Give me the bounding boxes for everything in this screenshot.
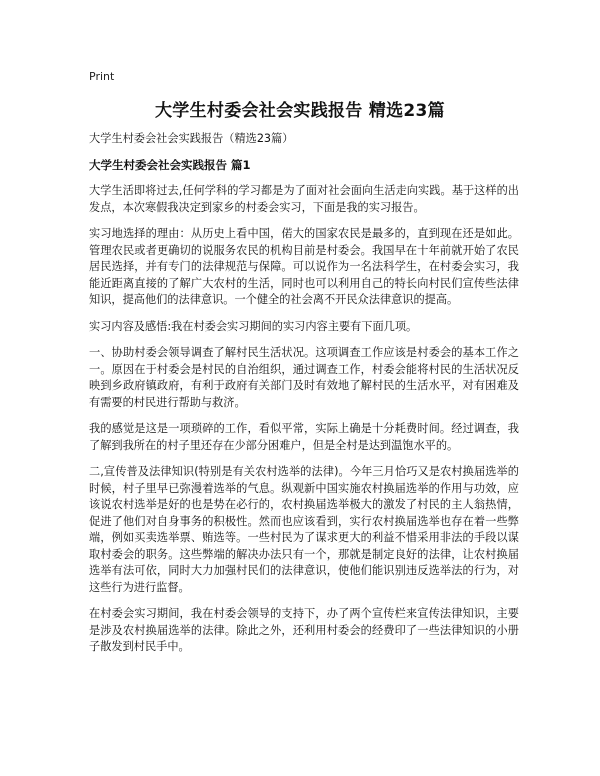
paragraph-item-2: 二,宣传普及法律知识(特别是有关农村选举的法律)。今年三月恰巧又是农村换届选举的时候，村子里早已弥漫着选举的气息。纵观新中国实施农村换届选举的作用与功效，应该说农村选举是好的也是势在必行的，农村换届选举极大的激发了村民的主人翁热情，促进了他们对自身事务的积极性。然而也应该看到，实行农村换届选举也存在着一些弊端，例如买卖选举票、贿选等。一些村民为了谋求更大的利益不惜采用非法的手段以谋取村委会的职务。这些弊端的解决办法只有一个，那就是制定良好的法律，让农村换届选举有法可依，同时大力加强村民们的法律意识，使他们能识别违反选举法的行为，对这些行为进行监督。 — [89, 465, 519, 594]
paragraph-reason: 实习地选择的理由：从历史上看中国，偌大的国家农民是最多的，直到现在还是如此。管理农民或者更确切的说服务农民的机构目前是村委会。我国早在十年前就开始了农民居民选择，并有专门的法律规范与保障。可以说作为一名法科学生，在村委会实习，我能近距离直接的了解广大农村的生活，同时也可以利用自己的特长向村民们宣传些法律知识，提高他们的法律意识。一个健全的社会离不开民众法律意识的提高。 — [89, 227, 519, 306]
paragraph-publicity: 在村委会实习期间，我在村委会领导的支持下，办了两个宣传栏来宣传法律知识，主要是涉及农村换届选举的法律。除此之外，还利用村委会的经费印了一些法律知识的小册子散发到村民手中。 — [89, 607, 519, 653]
paragraph-content-intro: 实习内容及感悟:我在村委会实习期间的实习内容主要有下面几项。 — [89, 319, 418, 333]
paragraph-item-1: 一、协助村委会领导调查了解村民生活状况。这项调查工作应该是村委会的基本工作之一。原因在于村委会是村民的自治组织，通过调查工作，村委会能将村民的生活状况反映到乡政府镇政府，有利于政府有关部门及时有效地了解村民的生活水平，对有困难及有需要的村民进行帮助与救济。 — [89, 346, 519, 409]
document-subtitle: 大学生村委会社会实践报告（精选23篇） — [89, 132, 294, 145]
document-body — [89, 131, 519, 666]
document-title: 大学生村委会社会实践报告 精选23篇 — [155, 101, 445, 121]
print-link[interactable]: Print — [89, 70, 115, 83]
paragraph-feeling: 我的感觉是这是一项琐碎的工作，看似平常，实际上确是十分耗费时间。经过调查，我了解到我所在的村子里还存在少部分困难户，但是全村是达到温饱水平的。 — [89, 422, 519, 452]
section-heading: 大学生村委会社会实践报告 篇1 — [89, 157, 251, 172]
paragraph-intro: 大学生活即将过去,任何学科的学习都是为了面对社会面向生活走向实践。基于这样的出发点，本次寒假我决定到家乡的村委会实习，下面是我的实习报告。 — [89, 184, 519, 214]
